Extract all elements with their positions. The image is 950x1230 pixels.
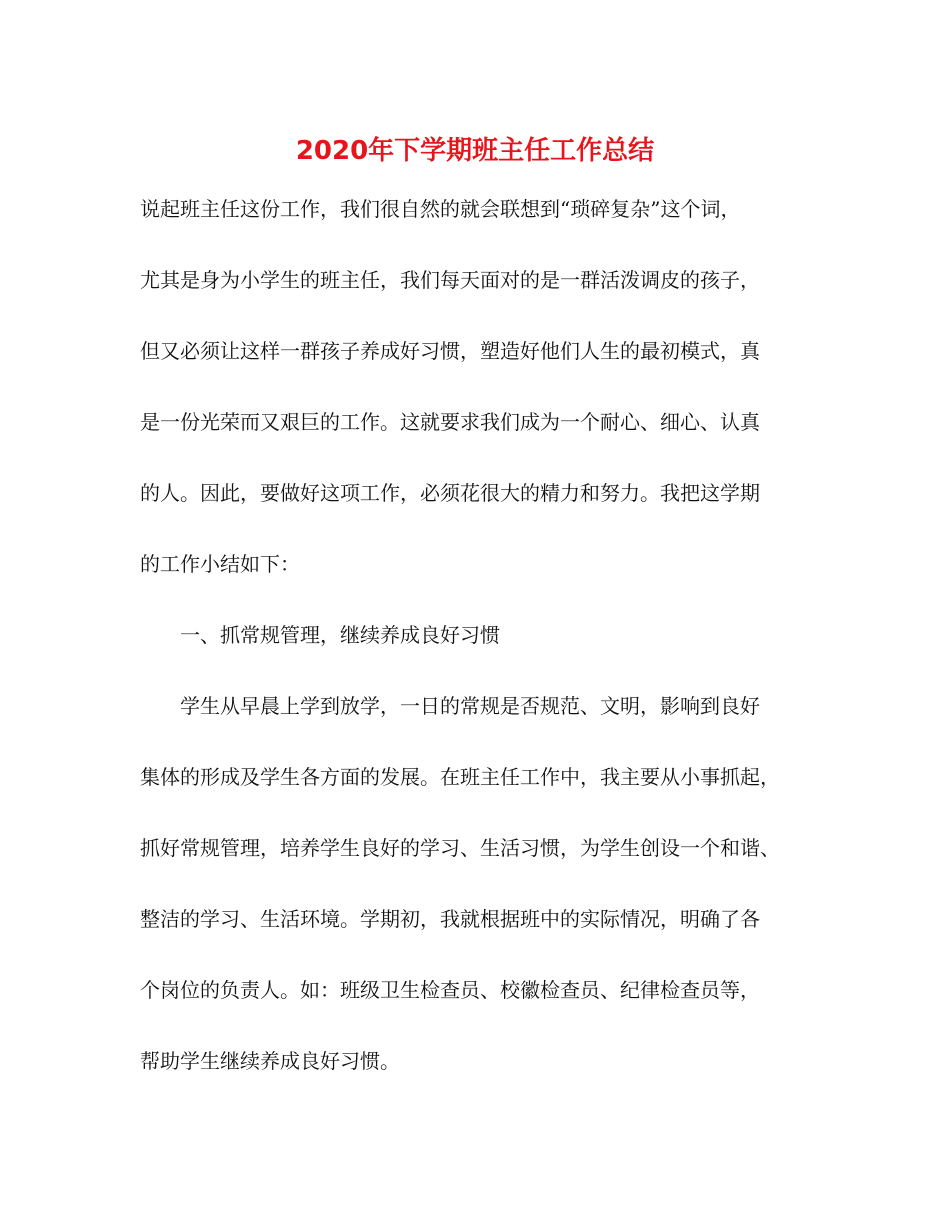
- paragraph-line: 集体的形成及学生各方面的发展。在班主任工作中，我主要从小事抓起，: [140, 765, 780, 789]
- document-title: 2020年下学期班主任工作总结: [295, 136, 655, 166]
- paragraph-line: 学生从早晨上学到放学，一日的常规是否规范、文明，影响到良好: [180, 694, 760, 718]
- paragraph-line: 抓好常规管理，培养学生良好的学习、生活习惯，为学生创设一个和谐、: [140, 836, 780, 860]
- paragraph-line: 说起班主任这份工作，我们很自然的就会联想到“琐碎复杂”这个词，: [140, 197, 741, 221]
- paragraph-line: 的工作小结如下：: [140, 552, 300, 576]
- paragraph-line: 的人。因此，要做好这项工作，必须花很大的精力和努力。我把这学期: [140, 481, 760, 505]
- document-body: [140, 196, 840, 1119]
- paragraph-line: 尤其是身为小学生的班主任，我们每天面对的是一群活泼调皮的孩子，: [140, 268, 760, 292]
- paragraph-line: 个岗位的负责人。如：班级卫生检查员、校徽检查员、纪律检查员等，: [140, 978, 760, 1002]
- paragraph-line: 是一份光荣而又艰巨的工作。这就要求我们成为一个耐心、细心、认真: [140, 410, 760, 434]
- paragraph-line: 但又必须让这样一群孩子养成好习惯，塑造好他们人生的最初模式，真: [140, 339, 760, 363]
- section-heading: 一、抓常规管理，继续养成良好习惯: [180, 623, 500, 647]
- paragraph-line: 帮助学生继续养成良好习惯。: [140, 1049, 400, 1073]
- paragraph-line: 整洁的学习、生活环境。学期初，我就根据班中的实际情况，明确了各: [140, 907, 760, 931]
